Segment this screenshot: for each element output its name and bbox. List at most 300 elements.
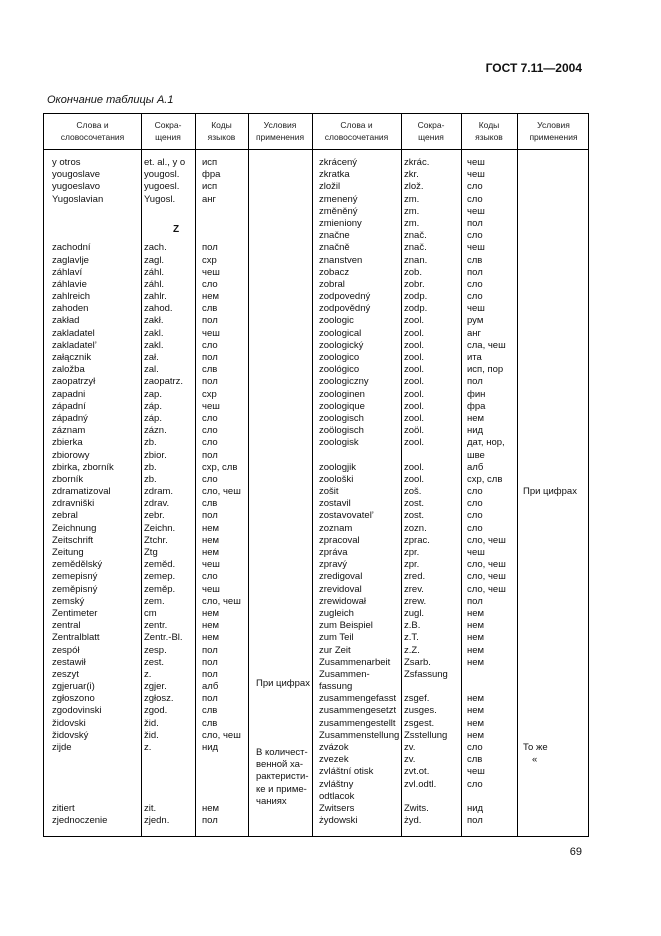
table-cell: záhlaví	[52, 266, 83, 278]
table-cell: y otros	[52, 157, 81, 168]
table-cell: žid.	[144, 729, 159, 741]
header-codes-right: Коды языков	[475, 120, 503, 142]
table-cell: сло	[202, 473, 218, 485]
table-cell	[467, 669, 506, 681]
table-cell: Yugosl.	[144, 193, 176, 205]
table-cell: нид	[467, 425, 484, 437]
table-cell	[404, 681, 448, 693]
table-cell: схр, слв	[467, 473, 503, 485]
table-cell: znač.	[404, 242, 427, 254]
table-cell	[404, 450, 448, 462]
table-cell: фра	[467, 400, 486, 412]
table-cell: zošit	[319, 486, 339, 498]
table-cell: zdrav.	[144, 498, 170, 510]
table-cell: zsgest.	[404, 717, 435, 729]
table-cell: zvláštny	[319, 778, 354, 790]
table-cell: zespół	[52, 644, 80, 656]
table-cell: сло	[467, 193, 483, 205]
table-cell	[202, 206, 241, 218]
table-cell: zakład	[52, 315, 80, 327]
table-cell: zvt.ot.	[404, 766, 430, 778]
table-cell: Yugoslavian	[52, 193, 104, 205]
table-cell	[52, 766, 114, 778]
table-cell: zgłosz.	[144, 693, 174, 705]
table-cell: сло, чеш	[202, 486, 241, 498]
table-cell: zgod.	[144, 705, 168, 717]
table-cell: zakladatel	[52, 327, 95, 339]
table-cell: Zusammenstellung	[319, 729, 400, 741]
table-cell: zebr.	[144, 510, 165, 522]
right-abbr-column	[404, 157, 448, 827]
table-cell: нем	[467, 632, 485, 644]
table-cell: Zentr.-Bl.	[144, 632, 183, 644]
table-cell: odtlacok	[319, 790, 355, 802]
table-cell: сло	[202, 278, 218, 290]
table-cell	[202, 791, 241, 803]
table-cell: zentral	[52, 620, 81, 632]
table-cell: Zsarb.	[404, 656, 431, 668]
table-cell: нем	[467, 620, 485, 632]
right-condition-ditto: «	[532, 754, 538, 765]
table-cell: чеш	[467, 303, 485, 315]
table-cell: znan.	[404, 254, 428, 266]
right-codes-column	[467, 157, 506, 827]
table-cell: znač.	[404, 230, 427, 242]
table-cell: zestawił	[52, 656, 86, 668]
table-cell: zv.	[404, 742, 416, 753]
table-cell: пол	[467, 376, 483, 388]
table-cell: Zsstellung	[404, 729, 448, 741]
table-cell: слв	[202, 364, 218, 376]
table-cell: Zusammen-	[319, 668, 370, 680]
header-conditions-left: Условия применения	[255, 120, 305, 142]
table-cell	[52, 230, 114, 242]
table-cell: zm.	[404, 217, 420, 229]
table-cell: исп, пор	[467, 364, 504, 376]
table-cell: zoölogisch	[319, 425, 364, 437]
table-cell: zeměpisný	[52, 583, 98, 595]
table-cell	[319, 450, 399, 462]
table-cell: židovský	[52, 729, 89, 741]
table-cell: zobacz	[319, 266, 350, 278]
table-cell: založba	[52, 364, 85, 376]
table-cell: алб	[202, 681, 219, 693]
table-cell: zool.	[404, 339, 425, 351]
table-cell: zgodovinski	[52, 705, 102, 717]
table-cell: Zentralblatt	[52, 632, 100, 644]
table-cell: zoologisk	[319, 437, 359, 449]
table-cell: схр	[202, 388, 217, 400]
table-cell: żydowski	[319, 815, 358, 827]
header-conditions-right: Условия применения	[529, 120, 578, 142]
table-cell: zugl.	[404, 607, 425, 619]
table-cell: нем	[202, 534, 220, 546]
table-cell: нид	[202, 742, 219, 753]
table-cell: чеш	[202, 400, 220, 412]
table-cell: z.Z.	[404, 644, 420, 656]
table-cell: сло, чеш	[202, 729, 241, 741]
table-cell: нем	[202, 522, 220, 534]
table-cell: zeszyt	[52, 668, 79, 680]
table-cell: zijde	[52, 742, 72, 753]
left-words-column	[52, 157, 114, 827]
table-cell: zugleich	[319, 607, 354, 619]
table-cell: záp.	[144, 412, 162, 424]
table-cell: нем	[467, 705, 485, 717]
table-cell: чеш	[467, 766, 485, 778]
table-cell: сло	[467, 181, 483, 193]
table-cell: zur Zeit	[319, 644, 351, 656]
table-cell: слв	[467, 754, 483, 766]
table-cell: zpráva	[319, 547, 348, 558]
table-cell: záp.	[144, 400, 162, 412]
table-cell: сло	[467, 498, 483, 510]
table-cell: zrev.	[404, 583, 424, 595]
table-cell	[52, 218, 114, 230]
table-cell: анг	[202, 193, 216, 205]
header-abbr-right: Сокра- щения	[417, 120, 445, 142]
table-cell: zaglavlje	[52, 254, 89, 266]
table-cell: Zwitsers	[319, 802, 355, 814]
table-cell: сло	[467, 291, 483, 303]
table-cell: zaopatrz.	[144, 376, 184, 388]
table-cell: zázn.	[144, 425, 167, 437]
table-cell: zm.	[404, 205, 420, 217]
table-cell: сло	[202, 437, 218, 449]
table-cell: zool.	[404, 400, 425, 412]
table-cell: znanstven	[319, 254, 363, 266]
table-cell: zemep.	[144, 571, 176, 583]
left-abbr-column	[144, 157, 185, 827]
table-cell: yougosl.	[144, 169, 180, 181]
table-cell: zbiorowy	[52, 449, 90, 461]
left-condition-quantity: В количест- венной ха- рактеристи- ке и приме- чаниях	[256, 747, 309, 807]
table-cell: zm.	[404, 193, 420, 205]
table-cell: zodpovědný	[319, 303, 371, 315]
table-cell	[202, 230, 241, 242]
table-cell: zobr.	[404, 278, 425, 290]
table-cell: zool.	[404, 473, 425, 485]
table-cell: zodp.	[404, 303, 428, 315]
right-condition-same: То же	[523, 742, 548, 753]
table-cell: zaopatrzył	[52, 376, 96, 388]
table-cell: пол	[202, 644, 218, 656]
table-cell: zahoden	[52, 303, 89, 315]
table-cell: zal.	[144, 364, 159, 376]
table-cell: слв	[202, 717, 218, 729]
table-cell: zool.	[404, 437, 425, 449]
table-cell: zvl.odtl.	[404, 778, 437, 790]
table-cell: zap.	[144, 388, 162, 400]
table-cell: yougoslave	[52, 169, 101, 181]
table-cell: нид	[467, 802, 484, 814]
table-cell: zodp.	[404, 291, 428, 303]
table-cell: zusammengefasst	[319, 693, 397, 705]
table-cell: zsgef.	[404, 693, 430, 705]
table-cell: zoologiczny	[319, 376, 369, 388]
table-cell: zahlr.	[144, 291, 167, 303]
table-cell: zeměd.	[144, 559, 176, 571]
table-cell: пол	[202, 315, 218, 327]
table-cell: zkr.	[404, 169, 419, 181]
table-cell: нем	[202, 547, 220, 558]
table-cell: značně	[319, 242, 350, 254]
table-cell: алб	[467, 461, 484, 473]
table-cell: zozn.	[404, 522, 427, 534]
table-cell: zool.	[404, 376, 425, 388]
table-cell: zem.	[144, 595, 165, 607]
table-cell: zvláštní otisk	[319, 766, 374, 778]
table-cell	[144, 791, 185, 803]
table-cell: пол	[202, 693, 218, 705]
table-cell: zemský	[52, 595, 85, 607]
table-cell: zool.	[404, 327, 425, 339]
table-cell: чеш	[467, 157, 485, 168]
table-cell: zoš.	[404, 486, 422, 498]
table-cell: нем	[202, 632, 220, 644]
table-cell: zrewidował	[319, 595, 366, 607]
table-cell: záhl.	[144, 278, 165, 290]
table-cell: слв	[467, 254, 483, 266]
table-cell: zobral	[319, 278, 345, 290]
header-codes-left: Коды языков	[207, 120, 236, 142]
table-cell: zesp.	[144, 644, 167, 656]
table-cell: Zsfassung	[404, 668, 448, 680]
table-cell: сло	[467, 486, 483, 498]
table-cell: zborník	[52, 473, 84, 485]
left-condition-digits: При цифрах	[256, 678, 310, 689]
table-cell	[144, 218, 185, 230]
table-cell: Zeitung	[52, 547, 84, 558]
table-cell: сло	[202, 425, 218, 437]
table-cell: zoologic	[319, 315, 354, 327]
table-cell: слв	[202, 705, 218, 717]
table-cell: židovski	[52, 717, 86, 729]
table-cell: схр	[202, 254, 217, 266]
table-cell: Zentimeter	[52, 607, 98, 619]
table-cell: zb.	[144, 437, 157, 449]
table-cell: zvázok	[319, 742, 349, 753]
table-cell: změněný	[319, 205, 358, 217]
table-cell: zjedn.	[144, 815, 170, 827]
table-cell: чеш	[467, 242, 485, 254]
table-cell	[144, 754, 185, 766]
table-cell: zmenený	[319, 193, 358, 205]
table-cell: Ztchr.	[144, 534, 168, 546]
table-cell: сло, чеш	[467, 559, 506, 571]
table-cell: zprac.	[404, 534, 430, 546]
table-cell: zool.	[404, 461, 425, 473]
table-cell: zdram.	[144, 486, 174, 498]
table-cell: нем	[467, 412, 485, 424]
table-cell	[52, 754, 114, 766]
table-cell: Zeitschrift	[52, 534, 94, 546]
table-cell: zdravniški	[52, 498, 95, 510]
table-cell: zeměp.	[144, 583, 176, 595]
table-cell: značne	[319, 230, 350, 242]
table-cell: zoologjik	[319, 461, 356, 473]
table-cell: záhlavie	[52, 278, 87, 290]
table-cell: сло, чеш	[202, 595, 241, 607]
table-cell: zool.	[404, 388, 425, 400]
table-cell: zemědělský	[52, 559, 103, 571]
table-cell: пол	[202, 510, 218, 522]
table-cell: Zusammenarbeit	[319, 656, 391, 668]
table-cell: пол	[202, 352, 218, 363]
table-cell: zentr.	[144, 620, 168, 632]
table-cell	[52, 791, 114, 803]
table-cell: zusammengestellt	[319, 717, 396, 729]
table-cell: yugoesl.	[144, 181, 180, 193]
table-cell: zał.	[144, 352, 159, 363]
table-cell: пол	[202, 242, 218, 254]
table-cell: cm	[144, 607, 157, 619]
table-cell: západní	[52, 400, 86, 412]
table-cell: дат, нор,	[467, 437, 505, 449]
table-cell: zool.	[404, 364, 425, 376]
table-cell: zkrác.	[404, 157, 430, 168]
table-cell: чеш	[202, 266, 220, 278]
table-cell: zpravý	[319, 559, 347, 571]
table-cell: zob.	[404, 266, 422, 278]
table-cell: zlož.	[404, 181, 424, 193]
table-cell	[144, 766, 185, 778]
table-cell: Zwits.	[404, 802, 429, 814]
table-cell: пол	[467, 595, 483, 607]
table-cell: пол	[202, 376, 218, 388]
table-cell: zgjeruar(i)	[52, 681, 95, 693]
table-cell: et. al., y o	[144, 157, 186, 168]
table-cell: пол	[202, 449, 218, 461]
table-cell: zachodní	[52, 242, 91, 254]
table-cell: żyd.	[404, 815, 422, 827]
table-cell: zoologique	[319, 400, 365, 412]
table-cell: сло	[202, 412, 218, 424]
table-cell	[144, 230, 185, 242]
table-cell: zpr.	[404, 559, 420, 571]
table-cell: чеш	[202, 327, 220, 339]
table-cell: zložil	[319, 181, 341, 193]
table-cell: zoological	[319, 327, 362, 339]
table-cell: сло, чеш	[467, 534, 506, 546]
table-cell: zemepisný	[52, 571, 98, 583]
table-cell: zbierka	[52, 437, 83, 449]
table-cell: zbirka, zborník	[52, 461, 114, 473]
table-cell: zebral	[52, 510, 78, 522]
table-cell: zusges.	[404, 705, 437, 717]
table-cell: Zeichn.	[144, 522, 176, 534]
table-cell: пол	[202, 656, 218, 668]
table-cell: чеш	[202, 559, 220, 571]
section-letter-z: Z	[173, 224, 180, 235]
table-cell: zbior.	[144, 449, 167, 461]
table-cell: сло	[467, 278, 483, 290]
table-cell: zjednoczenie	[52, 815, 108, 827]
table-cell: yugoeslavo	[52, 181, 101, 193]
table-cell	[144, 779, 185, 791]
table-cell: нем	[467, 693, 485, 705]
table-cell: zoološki	[319, 473, 354, 485]
table-cell: zoologický	[319, 339, 364, 351]
table-cell: сла, чеш	[467, 339, 506, 351]
table-cell: zgjer.	[144, 681, 167, 693]
table-cell: zoológico	[319, 364, 360, 376]
table-cell: пол	[202, 815, 218, 827]
table-cell: фин	[467, 388, 486, 400]
table-cell: zahlreich	[52, 291, 91, 303]
abbreviation-table	[43, 113, 589, 837]
table-cell: zach.	[144, 242, 167, 254]
table-cell: zool.	[404, 412, 425, 424]
table-cell: чеш	[202, 583, 220, 595]
table-cell: zool.	[404, 352, 425, 363]
table-cell	[52, 206, 114, 218]
table-cell: zakl.	[144, 327, 164, 339]
table-cell: ита	[467, 352, 482, 363]
table-cell: анг	[467, 327, 481, 339]
table-cell: исп	[202, 157, 218, 168]
table-cell: zmieniony	[319, 217, 362, 229]
table-cell: сло	[467, 230, 483, 242]
right-condition-digits: При цифрах	[523, 486, 577, 497]
table-cell: zvezek	[319, 754, 349, 766]
table-cell: zapadni	[52, 388, 86, 400]
table-cell: zgłoszono	[52, 693, 95, 705]
table-cell: z.	[144, 742, 152, 753]
table-cell: zest.	[144, 656, 165, 668]
table-cell: нем	[467, 644, 485, 656]
table-cell: нем	[202, 607, 220, 619]
table-cell: zusammengesetzt	[319, 705, 397, 717]
table-cell: zoologinen	[319, 388, 365, 400]
table-cell: fassung	[319, 681, 353, 693]
table-cell: нем	[467, 607, 485, 619]
table-cell: zv.	[404, 754, 416, 766]
table-cell: zpracoval	[319, 534, 360, 546]
table-cell: zum Beispiel	[319, 620, 373, 632]
table-cell	[202, 754, 241, 766]
table-cell: zkratka	[319, 169, 350, 181]
header-abbr-left: Сокра- щения	[154, 120, 182, 142]
table-cell: шве	[467, 449, 485, 461]
table-cell: zodpovedný	[319, 291, 371, 303]
table-cell: zahod.	[144, 303, 173, 315]
table-cell: сло, чеш	[467, 571, 506, 583]
table-cell: zostavovatel’	[319, 510, 374, 522]
standard-designation: ГОСТ 7.11—2004	[485, 61, 582, 75]
table-cell: zb.	[144, 473, 157, 485]
table-cell: сло	[467, 522, 483, 534]
table-cell: фра	[202, 169, 221, 181]
table-cell: zb.	[144, 461, 157, 473]
table-cell: žid.	[144, 717, 159, 729]
table-cell: пол	[467, 266, 483, 278]
table-cell: zdramatizoval	[52, 486, 111, 498]
table-cell: нем	[202, 802, 220, 814]
table-cell: załącznik	[52, 352, 92, 363]
table-cell	[202, 766, 241, 778]
table-cell: нем	[202, 620, 220, 632]
table-cell: zoznam	[319, 522, 353, 534]
table-cell: сло	[202, 571, 218, 583]
table-cell: zitiert	[52, 802, 75, 814]
table-cell: zred.	[404, 571, 426, 583]
table-cell: Ztg	[144, 547, 158, 558]
table-cell	[202, 218, 241, 230]
table-cell: zredigoval	[319, 571, 363, 583]
table-cell: сло	[467, 742, 483, 753]
right-words-column	[319, 157, 399, 827]
